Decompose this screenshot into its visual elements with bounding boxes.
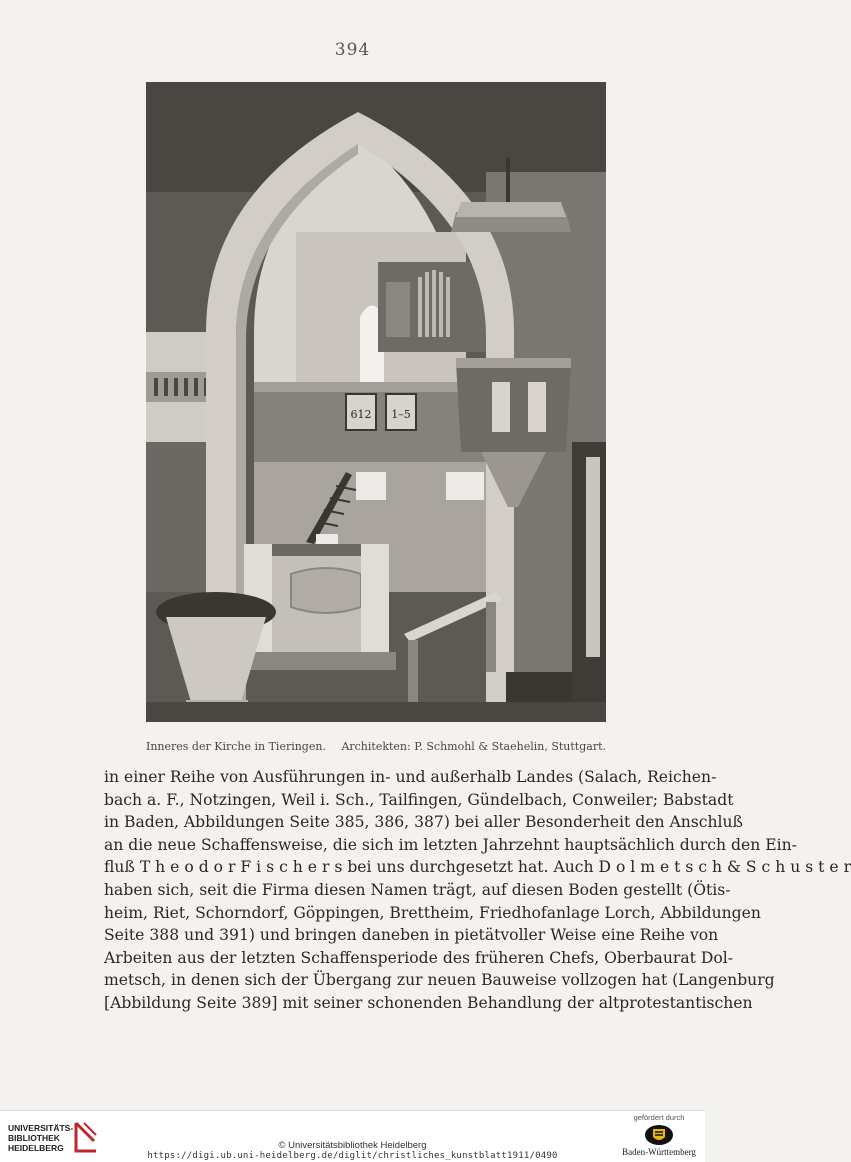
body-line: [Abbildung Seite 389] mit seiner schonenden Behandlung der altprotestantischen (104, 993, 753, 1012)
body-line: an die neue Schaffensweise, die sich im letzten Jahrzehnt hauptsächlich durch den Ein- (104, 835, 797, 854)
body-line: fluß T h e o d o r F i s c h e r s bei uns durchgesetzt hat. Auch D o l m e t s c h & S c h u s t e r (104, 858, 851, 877)
hymn-board-right: 1–5 (391, 408, 411, 421)
body-line: bach a. F., Notzingen, Weil i. Sch., Tailfingen, Gündelbach, Conweiler; Babstadt (104, 790, 734, 809)
permalink-url[interactable]: https://digi.ub.uni-heidelberg.de/diglit/christliches_kunstblatt1911/0490 (147, 1151, 558, 1161)
figure-caption: Inneres der Kirche in Tieringen. (146, 740, 326, 753)
body-line: heim, Riet, Schorndorf, Göppingen, Brettheim, Friedhofanlage Lorch, Abbildungen (104, 903, 761, 922)
library-name-line3: HEIDELBERG (8, 1143, 64, 1153)
body-line: haben sich, seit die Firma diesen Namen trägt, auf diesen Boden gestellt (Ötis- (104, 880, 731, 899)
funded-by-label: gefördert durch (633, 1113, 685, 1122)
copyright-notice: © Universitätsbibliothek Heidelberg (278, 1140, 427, 1151)
body-line: Seite 388 und 391) und bringen daneben in pietätvoller Weise eine Reihe von (104, 926, 719, 945)
funder-block (619, 1113, 699, 1157)
body-line: metsch, in denen sich der Übergang zur neuen Bauweise vollzogen hat (Langenburg (104, 971, 775, 990)
library-name-line1: UNIVERSITÄTS- (8, 1123, 74, 1133)
hymn-board-left: 612 (350, 408, 372, 421)
body-line: Arbeiten aus der letzten Schaffensperiode des früheren Chefs, Oberbaurat Dol- (104, 948, 734, 967)
page-number: 394 (334, 40, 371, 60)
figure-credit: Architekten: P. Schmohl & Staehelin, Stuttgart. (341, 740, 606, 753)
church-interior-photo (146, 82, 606, 722)
viewer-footer (0, 1110, 705, 1162)
footer-center (0, 1141, 705, 1161)
body-line: in einer Reihe von Ausführungen in- und außerhalb Landes (Salach, Reichen- (104, 768, 717, 786)
body-line: in Baden, Abbildungen Seite 385, 386, 387) bei aller Besonderheit den Anschluß (104, 813, 743, 832)
library-name-line2: BIBLIOTHEK (8, 1133, 60, 1143)
church-interior-illustration (146, 82, 606, 722)
body-paragraph (104, 766, 851, 1015)
state-crest-icon (644, 1124, 674, 1146)
funder-name: Baden-Württemberg (622, 1147, 696, 1157)
